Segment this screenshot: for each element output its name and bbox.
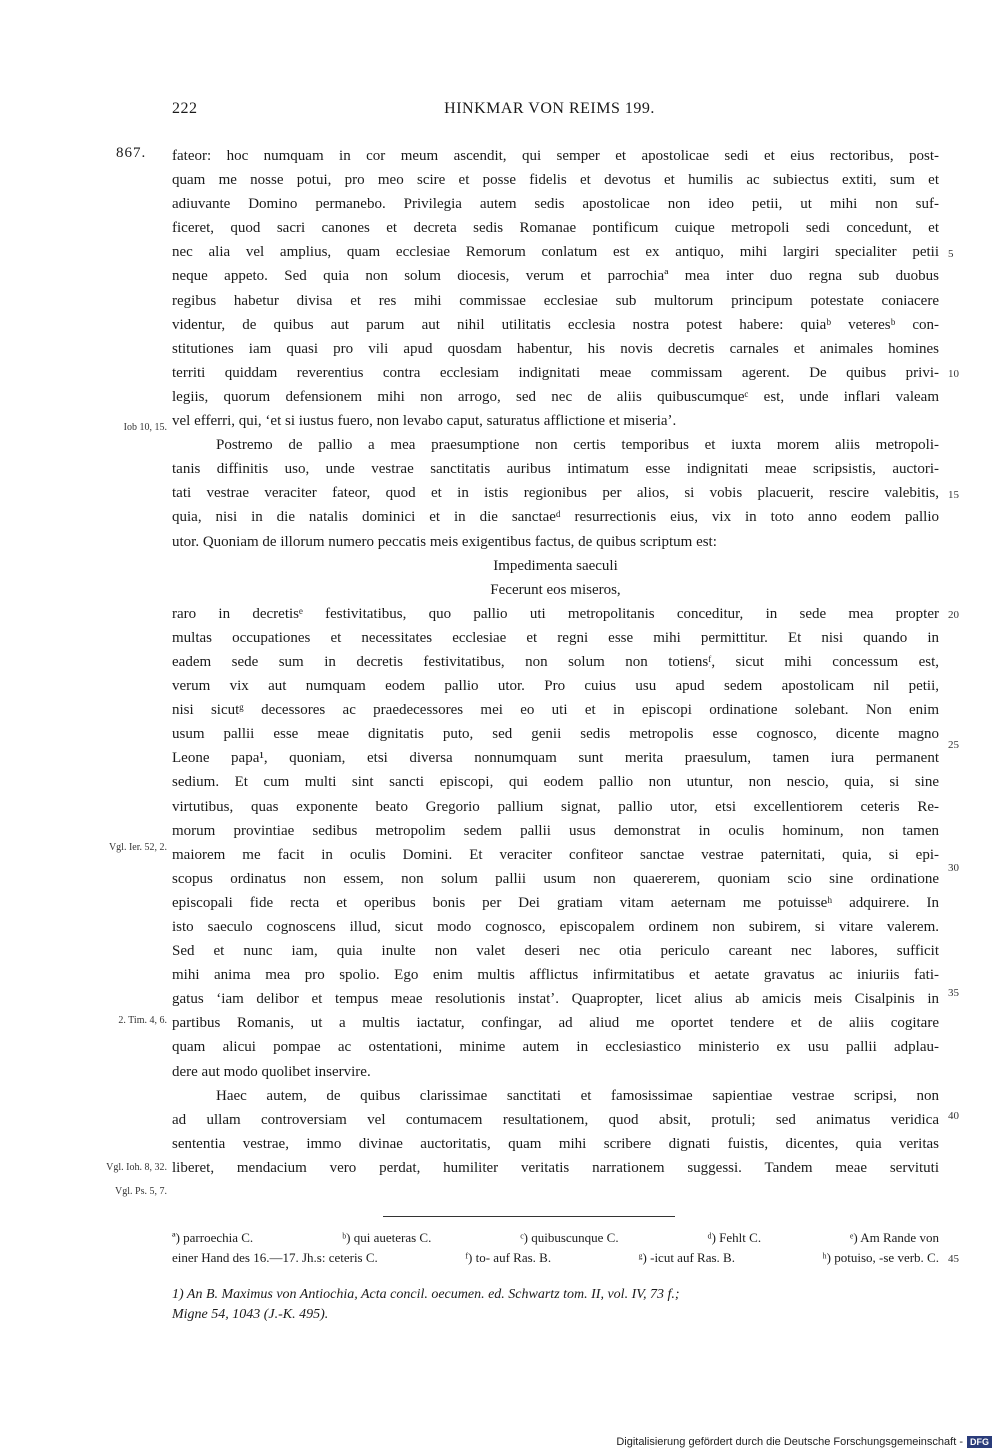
- text-line: ad ullam controversiam vel contumacem resultationem, quod absit, protuli; sed animatus veridica: [172, 1111, 939, 1128]
- text-line: scopus ordinatus non essem, non solum pallii usum non quaererem, quoniam scio sine ordinatione: [172, 870, 939, 887]
- dfg-logo: DFG: [967, 1436, 992, 1448]
- line-number: 15: [948, 489, 959, 501]
- source-footnote: [172, 1285, 939, 1325]
- credit-text: Digitalisierung gefördert durch die Deutsche Forschungsgemeinschaft -: [616, 1436, 963, 1448]
- text-line: dere aut modo quolibet inservire.: [172, 1063, 371, 1080]
- text-line: fateor: hoc numquam in cor meum ascendit, qui semper et apostolicae sedi et eius rectoribus, post-: [172, 148, 939, 164]
- text-line: raro in decretisᵉ festivitatibus, quo pallio uti metropolitanis conceditur, in sede mea propter: [172, 605, 939, 622]
- text-line: vel efferri, qui, ʻet si iustus fuero, non levabo caput, saturatus afflictione et miseriaʼ.: [172, 413, 677, 430]
- text-line: nec alia vel amplius, quam ecclesiae Remorum conlatum est ex antiquo, mihi largiri specialiter petii: [172, 244, 939, 261]
- text-line: verum vix aut numquam eodem pallio utor. Pro cuius usu apud sedem apostolicam nil petii,: [172, 678, 939, 695]
- text-line: Postremo de pallio a mea praesumptione non certis temporibus et iuxta morem aliis metropoli-: [216, 437, 939, 454]
- line-number: 5: [948, 248, 954, 260]
- footnote: ᵉ) Am Rande von: [850, 1230, 939, 1245]
- text-line: partibus Romanis, ut a multis iactatur, confingar, ad aliud me oportet tendere et de aliis cogitare: [172, 1015, 939, 1032]
- text-line: territi quiddam reverentius contra ecclesiam indignitati meae commissam agerent. De quibus privi-: [172, 364, 939, 381]
- footnote: ª) parroechia C.: [172, 1230, 254, 1245]
- text-line: stitutiones iam quasi pro vili apud quosdam habentur, his novis decretis carnales et animales homines: [172, 340, 939, 357]
- text-line: isto saeculo cognoscens illud, sicut modo cognosco, episcopalem ordinem non subirem, si vitare valerem.: [172, 919, 939, 935]
- footnote-row: 1) An B. Maximus von Antiochia, Acta concil. oecumen. ed. Schwartz tom. II, vol. IV, 73 f.;: [172, 1287, 680, 1302]
- text-line: quia, nisi in die natalis dominici et in die sanctaeᵈ resurrectionis eius, vix in toto anno eodem pallio: [172, 509, 939, 526]
- verse-line: Fecerunt eos miseros,: [490, 581, 621, 598]
- text-line: quam alicui pompae ac ostentationi, minime autem in ecclesiastico ministerio ex usu pallii adplau-: [172, 1039, 939, 1056]
- page-header: [172, 100, 927, 122]
- text-line: legiis, quorum defensionem mihi non arrogo, sed nec de aliis quibuscumqueᶜ est, unde inflari valeam: [172, 388, 939, 405]
- text-line: morum provintiae sedibus metropolim sedem pallii usus demonstrat in oculis hominum, non tamen: [172, 822, 939, 839]
- margin-reference: 2. Tim. 4, 6.: [118, 1015, 167, 1026]
- text-line: utor. Quoniam de illorum numero peccatis meis exigentibus factus, de quibus scriptum est:: [172, 533, 717, 550]
- footnote-row: [172, 1228, 939, 1248]
- text-line: regibus habetur divisa et res mihi commissae ecclesiae sub multorum principum potestate coniacere: [172, 292, 939, 309]
- line-number: 45: [948, 1253, 959, 1265]
- text-line: quam me nosse potui, pro meo scire et posse fidelis et devotus et humilis ac subiectus extiti, sum et: [172, 172, 939, 189]
- page-number: 222: [172, 100, 198, 117]
- footnote: ᶜ) quibuscunque C.: [520, 1230, 619, 1245]
- footnote: einer Hand des 16.—17. Jh.s: ceteris C.: [172, 1250, 378, 1265]
- text-line: virtutibus, quas exponente beato Gregorio pallium signat, pallio utor, etsi excellentiorem ceteris Re-: [172, 798, 939, 815]
- footnote-row: [172, 1248, 939, 1268]
- text-line: Sed et nunc iam, quia inulte non valet deseri nec otia periculo careant nec labores, sufficit: [172, 943, 939, 960]
- text-line: liberet, mendacium vero perdat, humiliter veritatis narrationem suggessi. Tandem meae servituti: [172, 1159, 939, 1176]
- year-marker: 867.: [116, 145, 147, 161]
- text-line: tanis diffinitis uso, unde vestrae sanctitatis auribus intimatum esse indignitati meae scripsistis, auctori-: [172, 461, 939, 478]
- text-line: videntur, de quibus aut parum aut nihil utilitatis ecclesia nostra potest habere: quiaᵇ veteresᵇ con-: [172, 316, 939, 333]
- footnote-divider: [383, 1216, 675, 1217]
- text-line: adiuvante Domino permanebo. Privilegia autem sedis apostolicae non ideo petii, ut mihi non suf-: [172, 196, 939, 213]
- line-number: 40: [948, 1110, 959, 1122]
- text-line: multas occupationes et necessitates ecclesiae et regni esse mihi permittitur. Et nisi quando in: [172, 629, 939, 646]
- text-line: Leone papa¹, quoniam, etsi diversa nonnumquam sunt merita praesulum, tamen iura permanent: [172, 750, 939, 767]
- text-line: maiorem me facit in oculis Domini. Et veraciter confiteor sanctae vestrae paternitati, quia, si epi-: [172, 846, 939, 863]
- text-line: Haec autem, de quibus clarissimae sanctitati et famosissimae sapientiae vestrae scripsi, non: [216, 1087, 939, 1104]
- text-line: neque appeto. Sed quia non solum diocesis, verum et parrochiaª mea inter duo regna sub duobus: [172, 268, 939, 285]
- digitization-credit: [616, 1436, 992, 1448]
- text-line: mihi anima mea pro spolio. Ego enim multis afflictus infirmitatibus et aetate gravatus ac iniuriis fati-: [172, 967, 939, 984]
- verse-line: Impedimenta saeculi: [493, 557, 618, 574]
- text-line: tati vestrae veraciter fateor, quod et in istis regionibus per alios, si vobis placuerit, rescire valebitis,: [172, 485, 939, 502]
- running-title: HINKMAR VON REIMS 199.: [444, 100, 655, 117]
- line-number: 20: [948, 609, 959, 621]
- margin-reference: Iob 10, 15.: [123, 422, 167, 433]
- line-number: 30: [948, 862, 959, 874]
- text-line: ficeret, quod sacri canones et decreta sedis Romanae pontificum cuique metropoli sedi concedunt, et: [172, 220, 939, 237]
- line-number: 10: [948, 368, 959, 380]
- text-line: sedium. Et cum multi sint sancti episcopi, qui eodem pallio non utuntur, non nescio, quia, si sine: [172, 774, 939, 791]
- text-line: sententia vestrae, immo divinae auctoritatis, quam mihi scribere dignati fuistis, dicentes, quia veritas: [172, 1135, 939, 1152]
- line-number: 35: [948, 987, 959, 999]
- main-text: [172, 144, 939, 1180]
- footnote-row: Migne 54, 1043 (J.-K. 495).: [172, 1307, 329, 1322]
- text-line: gatus ʻiam delibor et tempus meae resolutionis instatʼ. Quapropter, licet alius ab amicis meis Cisalpinis in: [172, 991, 939, 1008]
- footnote: ᶠ) to- auf Ras. B.: [465, 1250, 552, 1265]
- text-line: eadem sede sum in decretis festivitatibus, non solum non totiensᶠ, sicut mihi concessum est,: [172, 653, 939, 670]
- footnote: ᵍ) -icut auf Ras. B.: [638, 1250, 735, 1265]
- text-line: episcopali fide recta et operibus bonis per Dei gratiam vitam aeternam me potuisseʰ adquirere. In: [172, 894, 939, 911]
- text-line: nisi sicutᵍ decessores ac praedecessores mei eo uti et in episcopi ordinatione solebant. Non enim: [172, 702, 939, 719]
- text-line: usum pallii esse meae dignitatis puto, sed genii sedis metropolis esse cognosco, dicente magno: [172, 726, 939, 743]
- footnote: ᵈ) Fehlt C.: [707, 1230, 762, 1245]
- margin-reference: Vgl. Ier. 52, 2.: [108, 842, 167, 853]
- margin-reference: Vgl. Ps. 5, 7.: [115, 1186, 167, 1197]
- critical-apparatus: [172, 1228, 939, 1268]
- footnote: ʰ) potuiso, -se verb. C.: [822, 1250, 939, 1265]
- margin-reference: Vgl. Ioh. 8, 32.: [106, 1162, 167, 1173]
- line-number: 25: [948, 739, 959, 751]
- footnote: ᵇ) qui aueteras C.: [342, 1230, 432, 1245]
